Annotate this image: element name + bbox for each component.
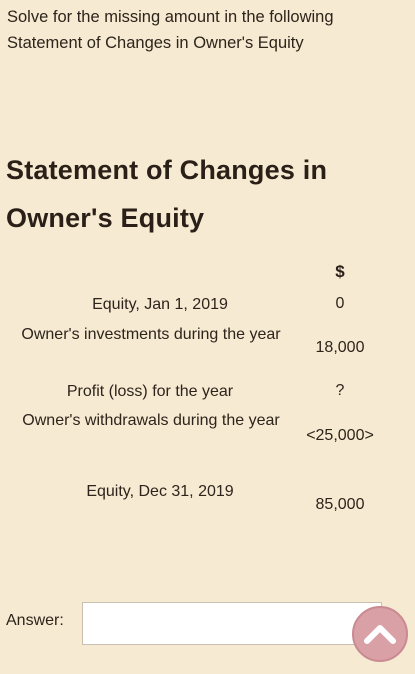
chevron-up-icon — [363, 623, 397, 645]
row-value-profit: ? — [335, 382, 345, 399]
row-value-equity-jan: 0 — [335, 295, 345, 312]
scroll-to-top-button[interactable] — [352, 606, 408, 662]
currency-symbol: $ — [335, 262, 345, 281]
row-label-profit: Profit (loss) for the year — [66, 383, 234, 400]
row-value-investments: 18,000 — [315, 339, 365, 356]
question-prompt: Solve for the missing amount in the following Statement of Changes in Owner's Equity — [7, 8, 334, 52]
row-value-withdrawals: <25,000> — [306, 427, 374, 444]
statement-title: Statement of Changes in Owner's Equity — [6, 155, 328, 233]
row-value-equity-dec: 85,000 — [315, 496, 365, 513]
row-label-equity-jan: Equity, Jan 1, 2019 — [92, 296, 228, 313]
row-label-withdrawals: Owner's withdrawals during the year — [22, 412, 280, 429]
answer-label: Answer: — [6, 612, 64, 629]
answer-input[interactable] — [82, 602, 382, 645]
row-label-investments: Owner's investments during the year — [21, 326, 281, 343]
row-label-equity-dec: Equity, Dec 31, 2019 — [86, 483, 234, 500]
